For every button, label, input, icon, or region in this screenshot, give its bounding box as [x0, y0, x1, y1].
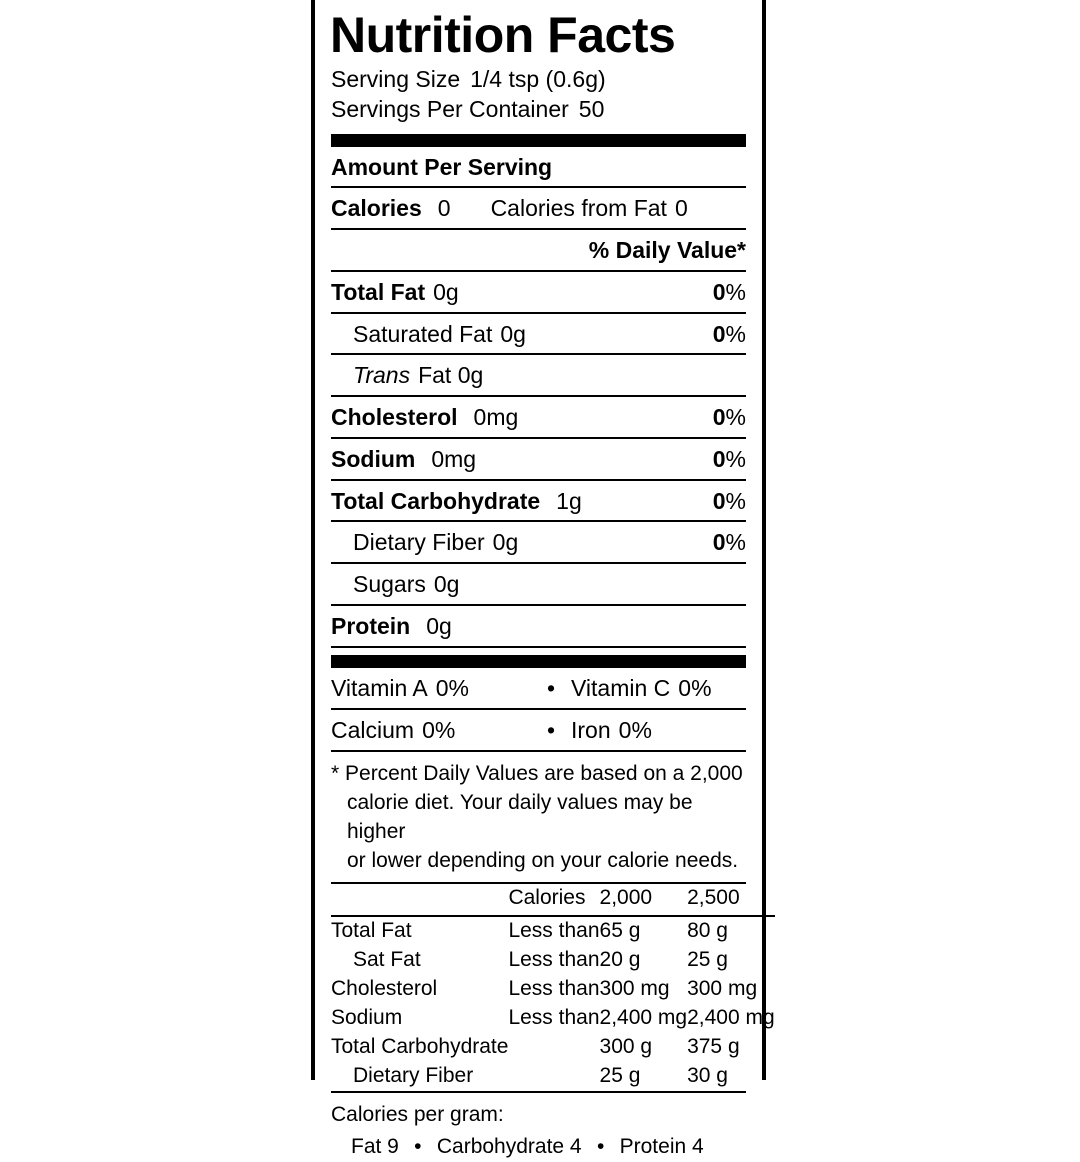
row-value-2500: 25 g	[687, 948, 728, 972]
nutrient-amount: 0g	[433, 278, 459, 305]
nutrient-amount: 1g	[556, 487, 582, 514]
vitamin-row-2	[331, 710, 746, 752]
row-value-2500: 2,400 mg	[687, 1006, 775, 1030]
table-row	[331, 975, 775, 1004]
thick-divider-bottom	[331, 655, 746, 668]
nutrient-amount: 0g	[426, 612, 452, 639]
nutrient-dv: 0%	[712, 445, 746, 472]
nutrient-name: Total Fat	[331, 278, 426, 305]
nutrient-amount: 0g	[500, 320, 526, 347]
column-header-calories: Calories	[508, 884, 599, 917]
nutrient-name: Dietary Fiber	[353, 529, 485, 556]
bullet-separator-icon: •	[546, 674, 556, 701]
vitamin-right: Vitamin C 0%	[571, 674, 712, 701]
bullet-separator-icon: •	[414, 1135, 422, 1159]
nutrient-name: Trans	[353, 362, 411, 389]
footnote-line-2: calorie diet. Your daily values may be higher	[347, 790, 693, 843]
nutrient-name: Protein	[331, 612, 411, 639]
nutrient-dv: 0%	[712, 320, 746, 347]
table-row	[331, 946, 775, 975]
table-row	[331, 1004, 775, 1033]
column-header-2500: 2,500	[687, 884, 775, 917]
nutrient-row-sugars	[331, 564, 746, 606]
vitamin-left: Calcium 0%	[331, 716, 456, 743]
nutrient-row-sodium	[331, 439, 746, 481]
row-value-2000: 65 g	[599, 919, 641, 943]
calories-per-gram-protein: Protein 4	[619, 1135, 704, 1159]
vitamin-right: Iron 0%	[571, 716, 652, 743]
row-qualifier	[508, 1062, 599, 1091]
daily-value-header-row	[331, 230, 746, 272]
row-name: Sat Fat	[353, 948, 421, 972]
servings-per-container-value: 50	[578, 96, 605, 123]
serving-size-value: 1/4 tsp (0.6g)	[470, 66, 606, 92]
nutrient-dv: 0%	[712, 404, 746, 431]
table-row	[331, 1033, 775, 1062]
row-value-2000: 300 g	[599, 1034, 653, 1058]
nutrient-row-trans-fat	[331, 355, 746, 397]
daily-value-header: % Daily Value*	[588, 237, 746, 264]
row-value-2000: 300 mg	[599, 977, 670, 1001]
row-name: Cholesterol	[331, 977, 438, 1001]
nutrient-amount: 0mg	[431, 445, 477, 472]
row-name: Sodium	[331, 1006, 403, 1030]
table-row	[331, 1062, 775, 1091]
nutrient-amount: 0g	[492, 529, 519, 556]
row-qualifier: Less than	[508, 977, 600, 1001]
nutrient-amount: Fat 0g	[418, 362, 484, 389]
nutrient-row-protein	[331, 606, 746, 648]
row-qualifier: Less than	[508, 919, 600, 943]
daily-value-footnote	[331, 752, 746, 884]
nutrient-name: Sodium	[331, 445, 416, 472]
servings-per-container-label: Servings Per Container	[331, 96, 569, 123]
nutrient-amount: 0g	[433, 571, 460, 598]
calories-per-gram-section	[331, 1091, 746, 1162]
row-value-2000: 20 g	[599, 948, 641, 972]
row-value-2500: 30 g	[687, 1063, 728, 1087]
table-header-row	[331, 884, 775, 917]
table-row	[331, 916, 775, 946]
calories-from-fat-value: 0	[674, 195, 688, 222]
row-qualifier: Less than	[508, 948, 600, 972]
daily-value-reference-table	[331, 884, 775, 1091]
nutrient-row-total-carbohydrate	[331, 481, 746, 523]
bullet-separator-icon: •	[596, 1135, 605, 1159]
nutrient-name: Saturated Fat	[353, 320, 493, 347]
bullet-separator-icon: •	[546, 716, 556, 743]
amount-per-serving-row	[331, 147, 746, 189]
row-value-2000: 25 g	[599, 1063, 641, 1087]
footnote-line-1: * Percent Daily Values are based on a 2,000	[331, 761, 743, 785]
nutrient-row-cholesterol	[331, 397, 746, 439]
calories-per-gram-fat: Fat 9	[351, 1135, 399, 1159]
calories-label: Calories	[331, 195, 422, 222]
serving-size-label: Serving Size	[331, 66, 461, 92]
calories-row	[331, 188, 746, 230]
nutrient-dv: 0%	[712, 278, 746, 305]
calories-value: 0	[437, 195, 451, 222]
row-value-2500: 375 g	[687, 1034, 740, 1058]
nutrient-name: Cholesterol	[331, 404, 458, 431]
row-value-2500: 80 g	[687, 919, 728, 943]
footnote-line-3: or lower depending on your calorie needs.	[347, 848, 739, 872]
label-inner	[315, 0, 775, 1162]
nutrient-name: Total Carbohydrate	[331, 487, 541, 514]
nutrient-dv: 0%	[712, 487, 746, 514]
calories-from-fat-label: Calories from Fat	[490, 195, 667, 222]
calories-per-gram-values	[331, 1129, 746, 1161]
nutrient-row-dietary-fiber	[331, 522, 746, 564]
nutrient-row-total-fat	[331, 272, 746, 314]
column-header-2000: 2,000	[600, 884, 688, 917]
serving-size-line	[325, 64, 752, 94]
vitamin-row-1	[331, 668, 746, 710]
amount-per-serving-label: Amount Per Serving	[331, 153, 553, 180]
nutrient-name: Sugars	[353, 571, 426, 598]
row-qualifier	[508, 1033, 599, 1062]
row-name: Dietary Fiber	[353, 1063, 474, 1087]
servings-per-container-line	[325, 94, 752, 124]
nutrition-facts-label	[311, 0, 775, 1159]
row-name: Total Fat	[331, 919, 412, 943]
row-value-2000: 2,400 mg	[599, 1006, 688, 1030]
row-qualifier: Less than	[508, 1006, 600, 1030]
vitamin-left: Vitamin A 0%	[331, 674, 469, 701]
nutrient-dv: 0%	[712, 529, 746, 556]
row-value-2500: 300 mg	[687, 977, 758, 1001]
nutrient-amount: 0mg	[473, 404, 519, 431]
nutrient-row-saturated-fat	[331, 314, 746, 356]
calories-per-gram-label: Calories per gram:	[331, 1102, 504, 1126]
page-title: Nutrition Facts	[330, 7, 676, 63]
thick-divider-top	[331, 134, 746, 147]
calories-per-gram-carbohydrate: Carbohydrate 4	[436, 1135, 582, 1159]
row-name: Total Carbohydrate	[331, 1034, 509, 1058]
